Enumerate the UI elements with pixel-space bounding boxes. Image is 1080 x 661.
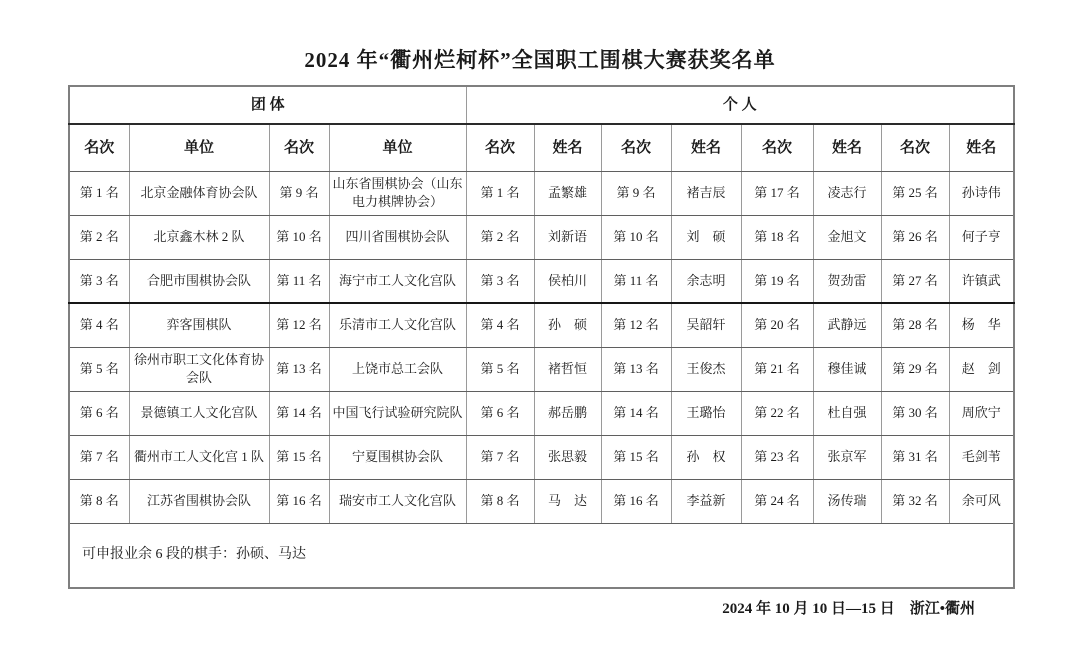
individual-rank-cell: 第 24 名 <box>741 479 813 523</box>
column-header: 名次 <box>269 124 329 171</box>
individual-name-cell: 张思毅 <box>534 435 601 479</box>
column-header: 名次 <box>601 124 671 171</box>
table-row <box>69 259 1014 303</box>
individual-rank-cell: 第 12 名 <box>601 303 671 347</box>
individual-name-cell: 孙诗伟 <box>949 171 1014 215</box>
team-unit-cell: 海宁市工人文化宫队 <box>329 259 466 303</box>
team-rank-cell: 第 1 名 <box>69 171 129 215</box>
individual-rank-cell: 第 28 名 <box>881 303 949 347</box>
individual-name-cell: 穆佳诚 <box>813 347 881 391</box>
column-header: 姓名 <box>949 124 1014 171</box>
individual-rank-cell: 第 4 名 <box>466 303 534 347</box>
column-header: 名次 <box>69 124 129 171</box>
team-unit-cell: 景德镇工人文化宫队 <box>129 391 269 435</box>
column-header: 单位 <box>329 124 466 171</box>
individual-name-cell: 刘 硕 <box>671 215 741 259</box>
table-row <box>69 215 1014 259</box>
individual-rank-cell: 第 1 名 <box>466 171 534 215</box>
page-title: 2024 年“衢州烂柯杯”全国职工围棋大赛获奖名单 <box>304 48 776 72</box>
footer-date-location: 2024 年 10 月 10 日—15 日 浙江•衢州 <box>722 601 975 617</box>
team-unit-cell: 瑞安市工人文化宫队 <box>329 479 466 523</box>
team-rank-cell: 第 16 名 <box>269 479 329 523</box>
individual-name-cell: 孟繁雄 <box>534 171 601 215</box>
team-rank-cell: 第 2 名 <box>69 215 129 259</box>
individual-name-cell: 凌志行 <box>813 171 881 215</box>
individual-rank-cell: 第 14 名 <box>601 391 671 435</box>
individual-name-cell: 杜自强 <box>813 391 881 435</box>
group-header-row <box>69 86 1014 124</box>
column-header: 姓名 <box>671 124 741 171</box>
column-header: 名次 <box>881 124 949 171</box>
team-unit-cell: 北京鑫木林 2 队 <box>129 215 269 259</box>
team-rank-cell: 第 6 名 <box>69 391 129 435</box>
individual-rank-cell: 第 27 名 <box>881 259 949 303</box>
individual-rank-cell: 第 11 名 <box>601 259 671 303</box>
team-unit-cell: 徐州市职工文化体育协会队 <box>129 347 269 391</box>
individual-name-cell: 余志明 <box>671 259 741 303</box>
team-rank-cell: 第 14 名 <box>269 391 329 435</box>
table-row <box>69 391 1014 435</box>
individual-rank-cell: 第 29 名 <box>881 347 949 391</box>
individual-rank-cell: 第 5 名 <box>466 347 534 391</box>
table-row <box>69 479 1014 523</box>
awards-table <box>68 85 1015 589</box>
team-rank-cell: 第 4 名 <box>69 303 129 347</box>
individual-name-cell: 毛剑苇 <box>949 435 1014 479</box>
individual-rank-cell: 第 16 名 <box>601 479 671 523</box>
note-cell: 可申报业余 6 段的棋手：孙硕、马达 <box>69 523 1014 588</box>
individual-name-cell: 余可风 <box>949 479 1014 523</box>
table-row <box>69 171 1014 215</box>
column-header: 姓名 <box>534 124 601 171</box>
group-header-team: 团 体 <box>69 86 466 124</box>
individual-rank-cell: 第 6 名 <box>466 391 534 435</box>
team-unit-cell: 乐清市工人文化宫队 <box>329 303 466 347</box>
team-rank-cell: 第 11 名 <box>269 259 329 303</box>
individual-name-cell: 赵 剑 <box>949 347 1014 391</box>
team-unit-cell: 中国飞行试验研究院队 <box>329 391 466 435</box>
individual-name-cell: 侯柏川 <box>534 259 601 303</box>
individual-rank-cell: 第 21 名 <box>741 347 813 391</box>
table-row <box>69 435 1014 479</box>
individual-name-cell: 李益新 <box>671 479 741 523</box>
individual-name-cell: 孙 硕 <box>534 303 601 347</box>
individual-name-cell: 王俊杰 <box>671 347 741 391</box>
individual-rank-cell: 第 10 名 <box>601 215 671 259</box>
individual-rank-cell: 第 9 名 <box>601 171 671 215</box>
team-unit-cell: 山东省围棋协会（山东电力棋牌协会） <box>329 171 466 215</box>
individual-name-cell: 吴韶轩 <box>671 303 741 347</box>
individual-name-cell: 张京军 <box>813 435 881 479</box>
team-unit-cell: 宁夏围棋协会队 <box>329 435 466 479</box>
individual-rank-cell: 第 2 名 <box>466 215 534 259</box>
team-rank-cell: 第 10 名 <box>269 215 329 259</box>
individual-name-cell: 杨 华 <box>949 303 1014 347</box>
team-rank-cell: 第 8 名 <box>69 479 129 523</box>
individual-name-cell: 褚吉辰 <box>671 171 741 215</box>
group-header-individual: 个 人 <box>466 86 1014 124</box>
individual-name-cell: 褚哲恒 <box>534 347 601 391</box>
individual-name-cell: 周欣宁 <box>949 391 1014 435</box>
individual-name-cell: 郝岳鹏 <box>534 391 601 435</box>
individual-rank-cell: 第 22 名 <box>741 391 813 435</box>
team-unit-cell: 衢州市工人文化宫 1 队 <box>129 435 269 479</box>
individual-name-cell: 许镇武 <box>949 259 1014 303</box>
individual-name-cell: 金旭文 <box>813 215 881 259</box>
note-row <box>69 523 1014 588</box>
individual-name-cell: 马 达 <box>534 479 601 523</box>
team-rank-cell: 第 13 名 <box>269 347 329 391</box>
individual-rank-cell: 第 15 名 <box>601 435 671 479</box>
individual-rank-cell: 第 20 名 <box>741 303 813 347</box>
individual-rank-cell: 第 18 名 <box>741 215 813 259</box>
column-header: 名次 <box>741 124 813 171</box>
team-unit-cell: 北京金融体育协会队 <box>129 171 269 215</box>
team-rank-cell: 第 12 名 <box>269 303 329 347</box>
individual-name-cell: 贺劲雷 <box>813 259 881 303</box>
team-rank-cell: 第 7 名 <box>69 435 129 479</box>
team-unit-cell: 江苏省围棋协会队 <box>129 479 269 523</box>
table-row <box>69 347 1014 391</box>
individual-rank-cell: 第 32 名 <box>881 479 949 523</box>
team-unit-cell: 弈客围棋队 <box>129 303 269 347</box>
team-rank-cell: 第 15 名 <box>269 435 329 479</box>
individual-rank-cell: 第 25 名 <box>881 171 949 215</box>
individual-rank-cell: 第 7 名 <box>466 435 534 479</box>
individual-name-cell: 武静远 <box>813 303 881 347</box>
column-header: 名次 <box>466 124 534 171</box>
team-unit-cell: 上饶市总工会队 <box>329 347 466 391</box>
team-rank-cell: 第 9 名 <box>269 171 329 215</box>
individual-rank-cell: 第 13 名 <box>601 347 671 391</box>
column-header-row <box>69 124 1014 171</box>
individual-rank-cell: 第 31 名 <box>881 435 949 479</box>
individual-rank-cell: 第 19 名 <box>741 259 813 303</box>
individual-name-cell: 王璐怡 <box>671 391 741 435</box>
column-header: 姓名 <box>813 124 881 171</box>
table-row <box>69 303 1014 347</box>
individual-name-cell: 刘新语 <box>534 215 601 259</box>
individual-name-cell: 何子亨 <box>949 215 1014 259</box>
team-unit-cell: 四川省围棋协会队 <box>329 215 466 259</box>
individual-rank-cell: 第 17 名 <box>741 171 813 215</box>
individual-rank-cell: 第 23 名 <box>741 435 813 479</box>
individual-rank-cell: 第 26 名 <box>881 215 949 259</box>
individual-rank-cell: 第 3 名 <box>466 259 534 303</box>
column-header: 单位 <box>129 124 269 171</box>
team-unit-cell: 合肥市围棋协会队 <box>129 259 269 303</box>
team-rank-cell: 第 3 名 <box>69 259 129 303</box>
individual-rank-cell: 第 30 名 <box>881 391 949 435</box>
team-rank-cell: 第 5 名 <box>69 347 129 391</box>
individual-name-cell: 孙 权 <box>671 435 741 479</box>
individual-name-cell: 汤传瑞 <box>813 479 881 523</box>
individual-rank-cell: 第 8 名 <box>466 479 534 523</box>
